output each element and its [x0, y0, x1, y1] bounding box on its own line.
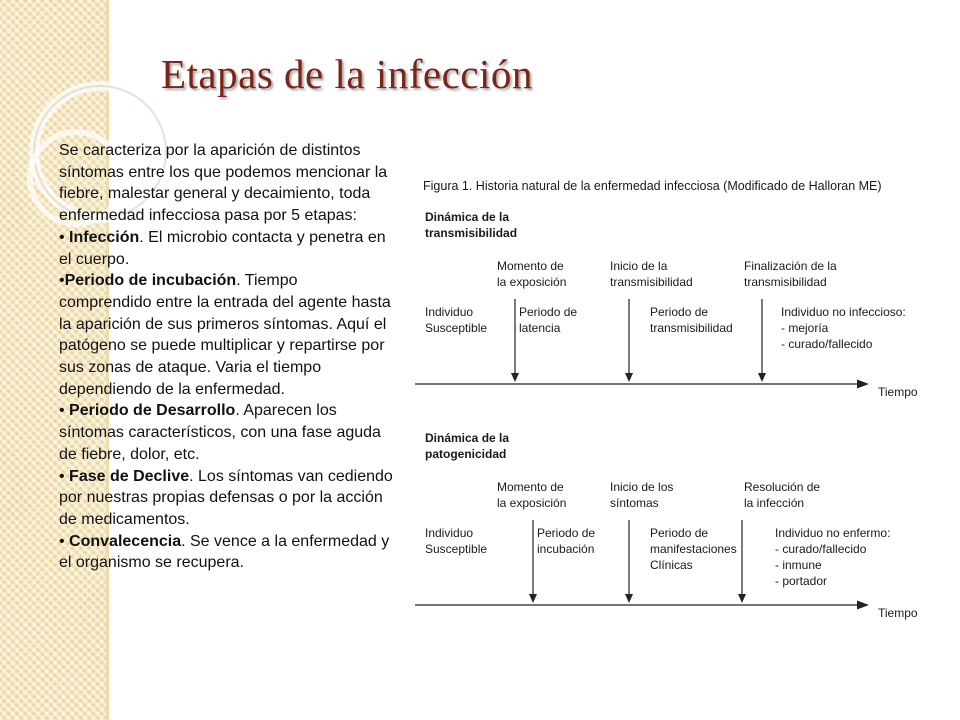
transmission-section-label: transmisibilidad — [425, 226, 518, 240]
stage-sep: . — [236, 272, 241, 290]
stage-desc: Los síntomas van cediendo por nuestras propias defensas o por la acción de medicamentos. — [59, 467, 393, 528]
stage-sep: . — [189, 467, 194, 485]
stage-item — [59, 400, 394, 465]
pathogenicity-event-arrow-head — [625, 594, 633, 603]
pathogenicity-period-label: Periodo de — [650, 526, 709, 540]
stage-desc: Aparecen los síntomas característicos, con una fase aguda de fiebre, dolor, etc. — [59, 402, 381, 463]
stage-bullet: • — [59, 467, 70, 485]
transmission-period-label: - mejoría — [781, 321, 829, 335]
pathogenicity-period-label: Individuo no enfermo: — [775, 526, 891, 540]
stage-term: Periodo de Desarrollo — [69, 402, 236, 420]
transmission-period-label: Susceptible — [425, 321, 488, 335]
pathogenicity-time-axis-head — [857, 601, 869, 610]
pathogenicity-event-label: la exposición — [497, 496, 567, 510]
pathogenicity-period-label: - inmune — [775, 558, 822, 572]
pathogenicity-event-label: la infección — [744, 496, 805, 510]
stage-bullet: • — [59, 228, 70, 246]
pathogenicity-event-label: Resolución de — [744, 480, 821, 494]
slide-title: Etapas de la infección — [161, 51, 533, 97]
body-text — [59, 140, 394, 574]
pathogenicity-section-label: patogenicidad — [425, 447, 507, 461]
pathogenicity-event-label: síntomas — [610, 496, 659, 510]
transmission-event-label: Inicio de la — [610, 259, 668, 273]
intro-paragraph: Se caracteriza por la aparición de distintos síntomas entre los que podemos mencionar la fiebre, malestar general y decaimiento, toda enfermedad infecciosa pasa por 5 etapas: — [59, 142, 388, 225]
pathogenicity-period-label: Susceptible — [425, 542, 488, 556]
transmission-event-label: Momento de — [497, 259, 564, 273]
stage-bullet: • — [59, 272, 65, 290]
pathogenicity-period-label: Periodo de — [537, 526, 596, 540]
transmission-event-label: transmisibilidad — [744, 275, 827, 289]
transmission-period-label: latencia — [519, 321, 561, 335]
transmission-event-arrow-head — [511, 373, 519, 382]
pathogenicity-period-label: - curado/fallecido — [775, 542, 867, 556]
transmission-event-label: Finalización de la — [744, 259, 837, 273]
natural-history-figure — [405, 165, 945, 660]
pathogenicity-period-label: manifestaciones — [650, 542, 737, 556]
stage-bullet: • — [59, 532, 70, 550]
pathogenicity-period-label: Individuo — [425, 526, 474, 540]
figure-title: Figura 1. Historia natural de la enfermedad infecciosa (Modificado de Halloran ME) — [423, 179, 882, 193]
stage-term: Periodo de incubación — [64, 272, 237, 290]
stage-term: Infección — [69, 228, 140, 246]
stage-bullet: • — [59, 402, 70, 420]
transmission-period-label: - curado/fallecido — [781, 337, 873, 351]
stage-desc: Tiempo comprendido entre la entrada del agente hasta la aparición de sus primeros síntomas. Aquí el patógeno se puede multiplicar y repartirse por sus zonas de ataque. Varia el tiempo dependiendo de la enfermedad. — [59, 272, 391, 398]
stage-item — [59, 270, 394, 400]
stage-term: Convalecencia — [69, 532, 182, 550]
stage-list — [59, 227, 394, 574]
transmission-period-label: Individuo — [425, 305, 474, 319]
pathogenicity-event-arrow-head — [529, 594, 537, 603]
transmission-period-label: transmisibilidad — [650, 321, 733, 335]
pathogenicity-section-label: Dinámica de la — [425, 431, 510, 445]
transmission-period-label: Individuo no infeccioso: — [781, 305, 906, 319]
pathogenicity-time-label: Tiempo — [878, 606, 918, 620]
stage-desc: El microbio contacta y penetra en el cuerpo. — [59, 228, 386, 268]
pathogenicity-event-arrow-head — [738, 594, 746, 603]
transmission-period-label: Periodo de — [519, 305, 578, 319]
transmission-event-label: transmisibilidad — [610, 275, 693, 289]
stage-sep: . — [235, 402, 240, 420]
transmission-event-arrow-head — [625, 373, 633, 382]
transmission-event-arrow-head — [758, 373, 766, 382]
stage-sep: . — [181, 532, 186, 550]
transmission-period-label: Periodo de — [650, 305, 709, 319]
stage-term: Fase de Declive — [69, 467, 190, 485]
stage-item — [59, 531, 394, 574]
pathogenicity-event-label: Inicio de los — [610, 480, 674, 494]
pathogenicity-event-label: Momento de — [497, 480, 564, 494]
pathogenicity-period-label: Clínicas — [650, 558, 693, 572]
transmission-time-axis-head — [857, 380, 869, 389]
stage-sep: . — [139, 228, 144, 246]
pathogenicity-period-label: - portador — [775, 574, 828, 588]
stage-item — [59, 466, 394, 531]
transmission-section-label: Dinámica de la — [425, 210, 510, 224]
stage-desc: Se vence a la enfermedad y el organismo se recupera. — [59, 532, 390, 572]
stage-item — [59, 227, 394, 270]
pathogenicity-period-label: incubación — [537, 542, 595, 556]
transmission-time-label: Tiempo — [878, 385, 918, 399]
transmission-event-label: la exposición — [497, 275, 567, 289]
